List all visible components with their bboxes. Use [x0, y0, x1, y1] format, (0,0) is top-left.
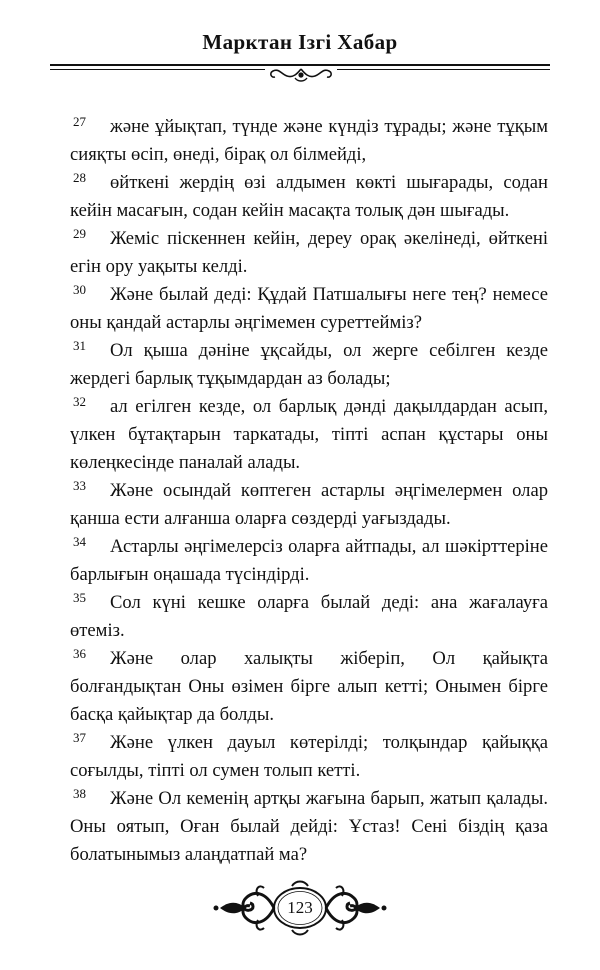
verse-number: 38 — [73, 786, 86, 801]
verse-number: 37 — [73, 730, 86, 745]
verse — [70, 281, 548, 337]
verse — [70, 533, 548, 589]
verse — [70, 225, 548, 281]
verse-number: 28 — [73, 170, 86, 185]
verse-number: 29 — [73, 226, 86, 241]
header-ornament-icon — [265, 66, 337, 84]
verse-text: Және үлкен дауыл көтерілді; толқындар қайыққа соғылды, тіпті ол сумен толып кетті. — [70, 732, 548, 781]
verse-number: 27 — [73, 114, 86, 129]
verse-text: Және осындай көптеген астарлы әңгімелермен олар қанша ести алғанша оларға сөздерді уағыздады. — [70, 480, 548, 529]
verse-list — [70, 113, 548, 869]
running-header-title: Марктан Ізгі Хабар — [202, 30, 398, 54]
verse — [70, 785, 548, 869]
verse-text: өйткені жердің өзі алдымен көкті шығарады, содан кейін масағын, содан кейін масақта толық дән шығады. — [70, 172, 548, 221]
verse-text: Және олар халықты жіберіп, Ол қайықта болғандықтан Оны өзімен бірге алып кетті; Онымен бірге басқа қайықтар да болды. — [70, 648, 548, 725]
verse-number: 30 — [73, 282, 86, 297]
verse-text: Және Ол кеменің артқы жағына барып, жатып қалады. Оны оятып, Оған былай дейді: Ұстаз! Сені біздің қаза болатынымыз алаңдатпай ма? — [70, 788, 548, 865]
verse-number: 31 — [73, 338, 86, 353]
verse-text: Сол күні кешке оларға былай деді: ана жағалауға өтеміз. — [70, 592, 548, 641]
verse — [70, 645, 548, 729]
verse — [70, 589, 548, 645]
verse — [70, 477, 548, 533]
verse-number: 32 — [73, 394, 86, 409]
verse-text: Ол қыша дәніне ұқсайды, ол жерге себілген кезде жердегі барлық тұқымдардан аз болады; — [70, 340, 548, 389]
verse — [70, 169, 548, 225]
verse — [70, 337, 548, 393]
verse — [70, 393, 548, 477]
verse — [70, 729, 548, 785]
verse-number: 33 — [73, 478, 86, 493]
verse-text: ал егілген кезде, ол барлық дәнді дақылдардан асып, үлкен бұтақтарын таркатады, тіпті аспан құстары оны көлеңкесінде паналай алады. — [70, 396, 548, 473]
verse-text: Жеміс піскеннен кейін, дереу орақ әкелінеді, өйткені егін ору уақыты келді. — [70, 228, 548, 277]
verse — [70, 113, 548, 169]
verse-number: 35 — [73, 590, 86, 605]
verse-text: Астарлы әңгімелерсіз оларға айтпады, ал шәкірттеріне барлығын оңашада түсіндірді. — [70, 536, 548, 585]
verse-text: және ұйықтап, түнде және күндіз тұрады; және тұқым сияқты өсіп, өнеді, бірақ ол білмейді, — [70, 116, 548, 165]
verse-number: 34 — [73, 534, 86, 549]
verse-text: Және былай деді: Құдай Патшалығы неге тең? немесе оны қандай астарлы әңгімемен суреттейміз? — [70, 284, 548, 333]
page-number: 123 — [287, 898, 313, 917]
verse-number: 36 — [73, 646, 86, 661]
